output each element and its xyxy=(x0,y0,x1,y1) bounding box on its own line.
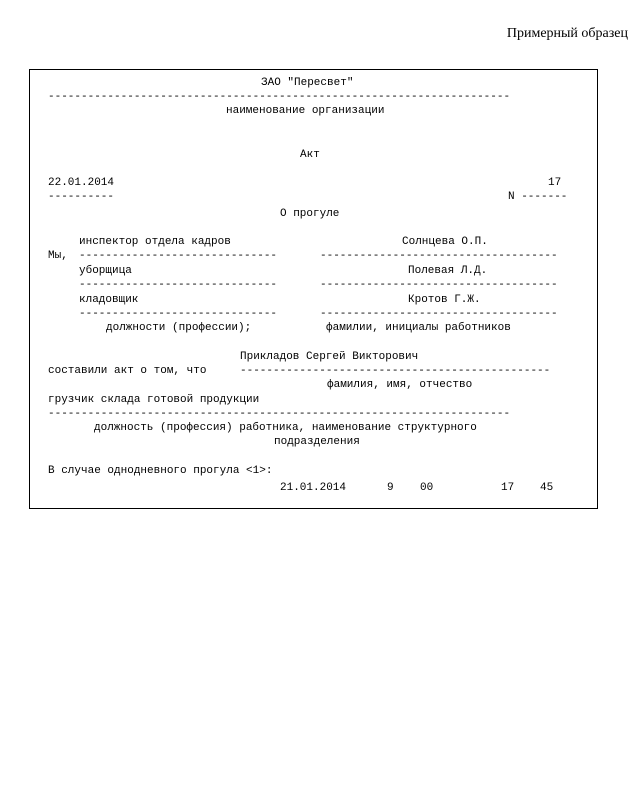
dash-after-prefix: ----------------------------------------------- xyxy=(240,365,551,377)
dash-left-1: ------------------------------ xyxy=(79,250,278,262)
act-date: 22.01.2014 xyxy=(48,177,115,189)
time-from-minutes: 00 xyxy=(420,482,434,494)
dash-right-2: ------------------------------------ xyxy=(320,279,558,291)
commission-name-2: Полевая Л.Д. xyxy=(408,265,488,277)
act-title: Акт xyxy=(300,149,320,161)
employee-name: Прикладов Сергей Викторович xyxy=(240,351,419,363)
caption-position-unit-1: должность (профессия) работника, наименование структурного xyxy=(94,422,477,434)
number-label: N ------- xyxy=(508,191,568,203)
commission-position-3: кладовщик xyxy=(79,294,139,306)
one-day-absence-label: В случае однодневного прогула <1>: xyxy=(48,465,273,477)
divider-line-2: ---------------------------------------------------------------------- xyxy=(48,408,511,420)
absence-date: 21.01.2014 xyxy=(280,482,347,494)
act-subject: О прогуле xyxy=(280,208,340,220)
caption-names: фамилии, инициалы работников xyxy=(326,322,511,334)
org-caption: наименование организации xyxy=(226,105,385,117)
we-label: Мы, xyxy=(48,250,68,262)
caption-positions: должности (профессии); xyxy=(106,322,252,334)
dash-right-1: ------------------------------------ xyxy=(320,250,558,262)
caption-fio: фамилия, имя, отчество xyxy=(327,379,473,391)
dash-left-2: ------------------------------ xyxy=(79,279,278,291)
commission-name-3: Кротов Г.Ж. xyxy=(408,294,481,306)
commission-position-2: уборщица xyxy=(79,265,132,277)
date-underline: ---------- xyxy=(48,191,115,203)
org-name: ЗАО "Пересвет" xyxy=(261,77,354,89)
sample-label: Примерный образец xyxy=(506,26,628,41)
caption-position-unit-2: подразделения xyxy=(274,436,360,448)
act-number: 17 xyxy=(548,177,562,189)
time-to-minutes: 45 xyxy=(540,482,554,494)
dash-right-3: ------------------------------------ xyxy=(320,308,558,320)
employee-position: грузчик склада готовой продукции xyxy=(48,394,260,406)
dash-left-3: ------------------------------ xyxy=(79,308,278,320)
commission-name-1: Солнцева О.П. xyxy=(402,236,488,248)
time-from-hours: 9 xyxy=(387,482,394,494)
divider-line: ---------------------------------------------------------------------- xyxy=(48,91,511,103)
time-to-hours: 17 xyxy=(501,482,515,494)
act-document xyxy=(48,76,568,804)
drew-up-prefix: составили акт о том, что xyxy=(48,365,207,377)
commission-position-1: инспектор отдела кадров xyxy=(79,236,231,248)
